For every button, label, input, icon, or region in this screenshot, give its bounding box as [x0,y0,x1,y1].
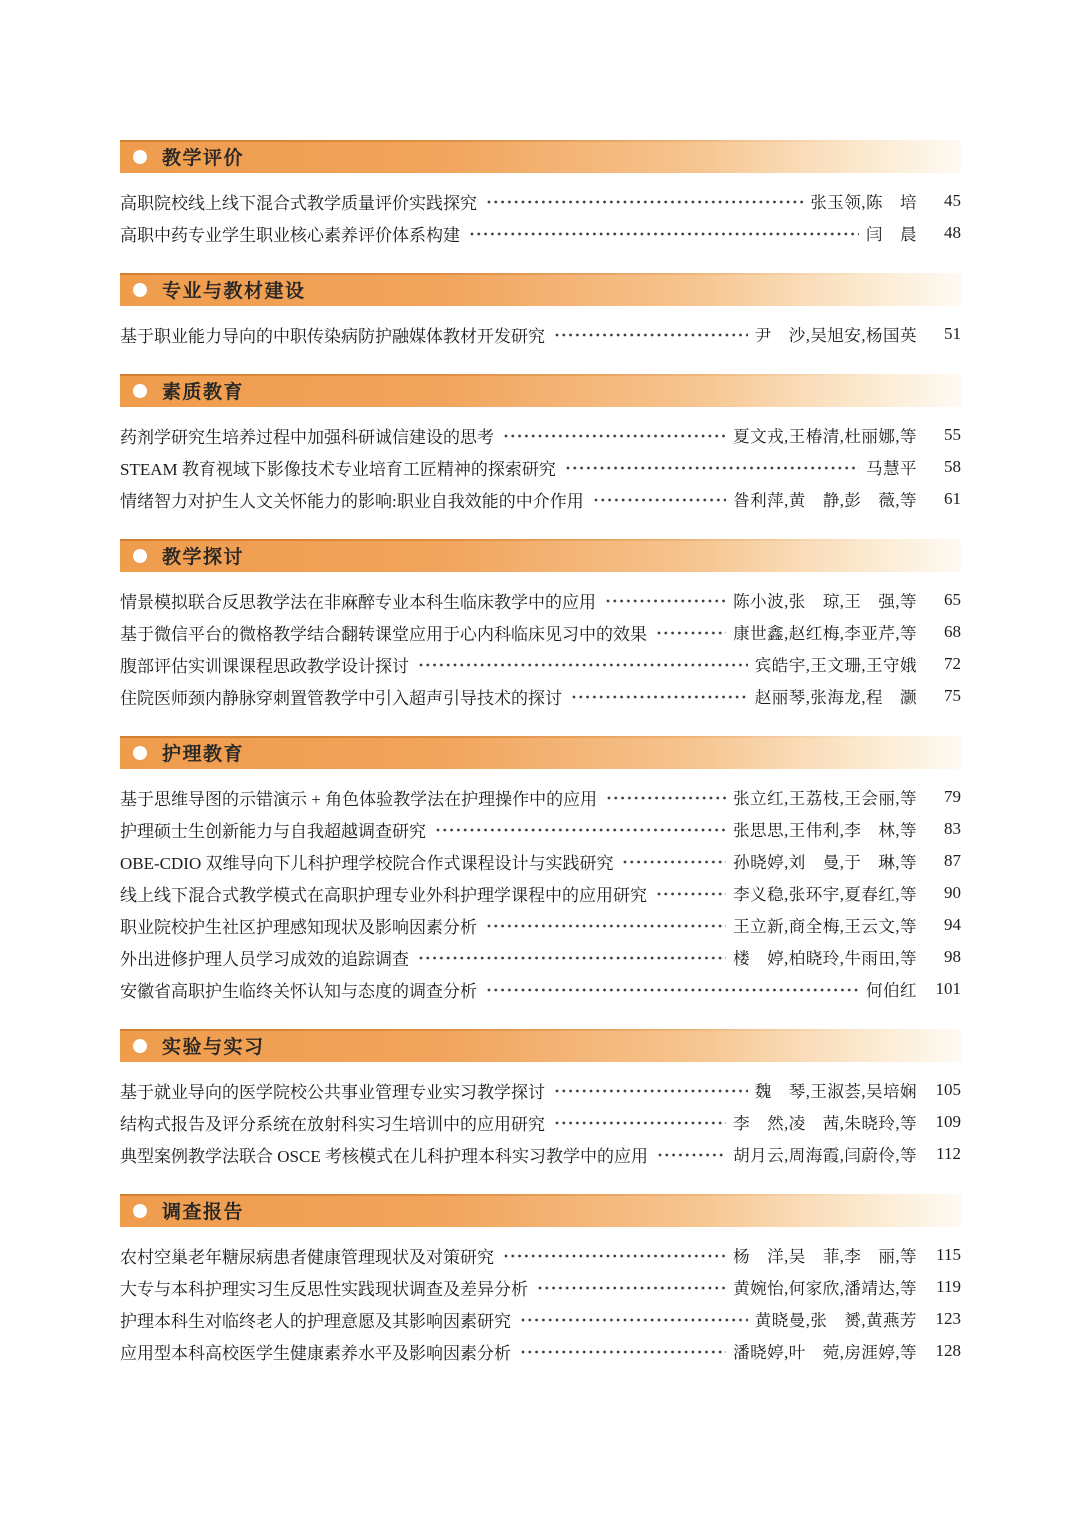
article-page-number: 45 [944,191,961,210]
section-title: 调查报告 [162,1202,245,1223]
article-authors: 赵丽琴,张海龙,程 灏 [754,688,917,707]
article-authors: 王立新,商全梅,王云文,等 [733,917,917,936]
toc-entry-row [120,1138,961,1170]
article-title: 护理本科生对临终老人的护理意愿及其影响因素研究 [120,1311,511,1331]
toc-section [120,539,961,724]
dotted-leader [571,693,748,701]
article-title: 高职院校线上线下混合式教学质量评价实践探究 [120,193,477,213]
article-page-number: 58 [944,457,961,476]
dotted-leader [418,954,726,962]
article-title: 药剂学研究生培养过程中加强科研诚信建设的思考 [120,427,494,447]
article-page-number: 119 [936,1277,961,1296]
article-authors: 孙晓婷,刘 曼,于 琳,等 [733,853,917,872]
dotted-leader [593,496,726,504]
article-title: 安徽省高职护生临终关怀认知与态度的调查分析 [120,981,477,1001]
toc-entry-row [120,1335,961,1367]
toc-entry-row [120,318,961,350]
section-header-band [120,539,961,572]
section-bullet-icon [133,283,147,297]
toc-section [120,140,961,261]
article-authors: 李义稳,张环宇,夏春红,等 [733,885,917,904]
article-authors: 马慧平 [866,459,917,478]
article-page-number: 75 [944,686,961,705]
article-authors: 杨 洋,吴 菲,李 丽,等 [733,1247,917,1266]
section-header-band [120,374,961,407]
toc-entry-row [120,419,961,451]
article-page-number: 72 [944,654,961,673]
article-title: 护理硕士生创新能力与自我超越调查研究 [120,821,426,841]
toc-section [120,1029,961,1182]
section-bullet-icon [133,746,147,760]
article-page-number: 112 [936,1144,961,1163]
article-title: 基于思维导图的示错演示 + 角色体验教学法在护理操作中的应用 [120,789,598,809]
toc-entry-row [120,1074,961,1106]
toc-entry-row [120,217,961,249]
dotted-leader [622,858,726,866]
dotted-leader [605,597,726,605]
section-bullet-icon [133,384,147,398]
section-header-band [120,1194,961,1227]
article-page-number: 128 [935,1341,961,1360]
article-page-number: 61 [944,489,961,508]
dotted-leader [657,1151,726,1159]
article-title: 情绪智力对护生人文关怀能力的影响:职业自我效能的中介作用 [120,491,584,511]
article-authors: 张思思,王伟利,李 林,等 [733,821,917,840]
article-title: 高职中药专业学生职业核心素养评价体系构建 [120,225,460,245]
article-authors: 李 然,凌 茜,朱晓玲,等 [733,1114,917,1133]
toc-entry-row [120,941,961,973]
section-header-band [120,273,961,306]
article-title: 情景模拟联合反思教学法在非麻醉专业本科生临床教学中的应用 [120,592,596,612]
article-title: 农村空巢老年糖尿病患者健康管理现状及对策研究 [120,1247,494,1267]
article-title: 外出进修护理人员学习成效的追踪调查 [120,949,409,969]
toc-entry-row [120,1239,961,1271]
article-title: OBE-CDIO 双维导向下儿科护理学校院合作式课程设计与实践研究 [120,853,614,873]
section-title: 实验与实习 [162,1037,265,1058]
article-page-number: 65 [944,590,961,609]
article-page-number: 123 [935,1309,961,1328]
article-title: 应用型本科高校医学生健康素养水平及影响因素分析 [120,1343,511,1363]
toc-entry-row [120,813,961,845]
article-page-number: 98 [944,947,961,966]
article-title: 住院医师颈内静脉穿刺置管教学中引入超声引导技术的探讨 [120,688,562,708]
toc-entry-row [120,1303,961,1335]
section-title: 素质教育 [162,382,245,403]
dotted-leader [503,432,726,440]
article-page-number: 51 [944,324,961,343]
dotted-leader [554,1087,748,1095]
section-header-band [120,1029,961,1062]
article-page-number: 115 [936,1245,961,1264]
section-title: 护理教育 [162,744,245,765]
dotted-leader [418,661,748,669]
article-authors: 何伯红 [866,981,917,1000]
dotted-leader [565,464,859,472]
article-title: 典型案例教学法联合 OSCE 考核模式在儿科护理本科实习教学中的应用 [120,1146,648,1166]
toc-entry-row [120,616,961,648]
article-page-number: 79 [944,787,961,806]
article-title: 基于职业能力导向的中职传染病防护融媒体教材开发研究 [120,326,545,346]
article-page-number: 87 [944,851,961,870]
article-authors: 陈小波,张 琼,王 强,等 [733,592,917,611]
toc-section [120,736,961,1017]
article-page-number: 55 [944,425,961,444]
article-authors: 黄婉怡,何家欣,潘靖达,等 [733,1279,917,1298]
section-title: 教学探讨 [162,547,245,568]
section-items [120,769,961,1017]
article-title: 大专与本科护理实习生反思性实践现状调查及差异分析 [120,1279,528,1299]
dotted-leader [520,1316,748,1324]
article-page-number: 90 [944,883,961,902]
dotted-leader [486,922,726,930]
toc-entry-row [120,483,961,515]
toc-entry-row [120,1271,961,1303]
article-title: 职业院校护生社区护理感知现状及影响因素分析 [120,917,477,937]
toc-entry-row [120,781,961,813]
toc-sections [120,140,961,1379]
article-authors: 胡月云,周海霞,闫蔚伶,等 [733,1146,917,1165]
dotted-leader [520,1348,726,1356]
dotted-leader [656,629,726,637]
toc-entry-row [120,584,961,616]
article-page-number: 94 [944,915,961,934]
article-authors: 楼 婷,柏晓玲,牛雨田,等 [733,949,917,968]
dotted-leader [554,331,748,339]
article-page-number: 101 [935,979,961,998]
dotted-leader [486,198,803,206]
dotted-leader [503,1252,726,1260]
toc-content [120,140,961,1379]
toc-entry-row [120,648,961,680]
section-items [120,572,961,724]
article-authors: 黄晓曼,张 赟,黄燕芳 [754,1311,917,1330]
article-authors: 闫 晨 [866,225,917,244]
section-items [120,1062,961,1182]
dotted-leader [537,1284,726,1292]
section-items [120,407,961,527]
article-title: STEAM 教育视域下影像技术专业培育工匠精神的探索研究 [120,459,556,479]
article-title: 基于就业导向的医学院校公共事业管理专业实习教学探讨 [120,1082,545,1102]
article-authors: 康世鑫,赵红梅,李亚芹,等 [733,624,917,643]
section-bullet-icon [133,549,147,563]
article-page-number: 68 [944,622,961,641]
toc-entry-row [120,1106,961,1138]
section-header-band [120,736,961,769]
article-title: 腹部评估实训课课程思政教学设计探讨 [120,656,409,676]
toc-entry-row [120,877,961,909]
section-title: 教学评价 [162,148,245,169]
section-items [120,173,961,261]
dotted-leader [486,986,859,994]
article-page-number: 48 [944,223,961,242]
section-items [120,1227,961,1379]
toc-section [120,273,961,362]
toc-entry-row [120,973,961,1005]
section-bullet-icon [133,1039,147,1053]
section-items [120,306,961,362]
article-title: 结构式报告及评分系统在放射科实习生培训中的应用研究 [120,1114,545,1134]
section-bullet-icon [133,150,147,164]
article-authors: 张立红,王荔枝,王会丽,等 [733,789,917,808]
article-title: 线上线下混合式教学模式在高职护理专业外科护理学课程中的应用研究 [120,885,647,905]
article-authors: 魏 琴,王淑荟,吴培娴 [754,1082,917,1101]
article-page-number: 83 [944,819,961,838]
dotted-leader [656,890,726,898]
dotted-leader [469,230,859,238]
toc-entry-row [120,909,961,941]
toc-entry-row [120,451,961,483]
article-title: 基于微信平台的微格教学结合翻转课堂应用于心内科临床见习中的效果 [120,624,647,644]
article-authors: 昝利萍,黄 静,彭 薇,等 [733,491,917,510]
section-bullet-icon [133,1204,147,1218]
toc-entry-row [120,680,961,712]
article-authors: 张玉领,陈 培 [810,193,917,212]
article-page-number: 109 [935,1112,961,1131]
article-authors: 宾皓宇,王文珊,王守娥 [754,656,917,675]
dotted-leader [606,794,726,802]
dotted-leader [554,1119,726,1127]
article-authors: 尹 沙,吴旭安,杨国英 [754,326,917,345]
toc-section [120,374,961,527]
section-header-band [120,140,961,173]
article-authors: 潘晓婷,叶 菀,房涯婷,等 [733,1343,917,1362]
toc-entry-row [120,845,961,877]
article-page-number: 105 [935,1080,961,1099]
toc-section [120,1194,961,1379]
dotted-leader [435,826,726,834]
section-title: 专业与教材建设 [162,281,306,302]
toc-entry-row [120,185,961,217]
article-authors: 夏文戎,王椿清,杜丽娜,等 [733,427,917,446]
